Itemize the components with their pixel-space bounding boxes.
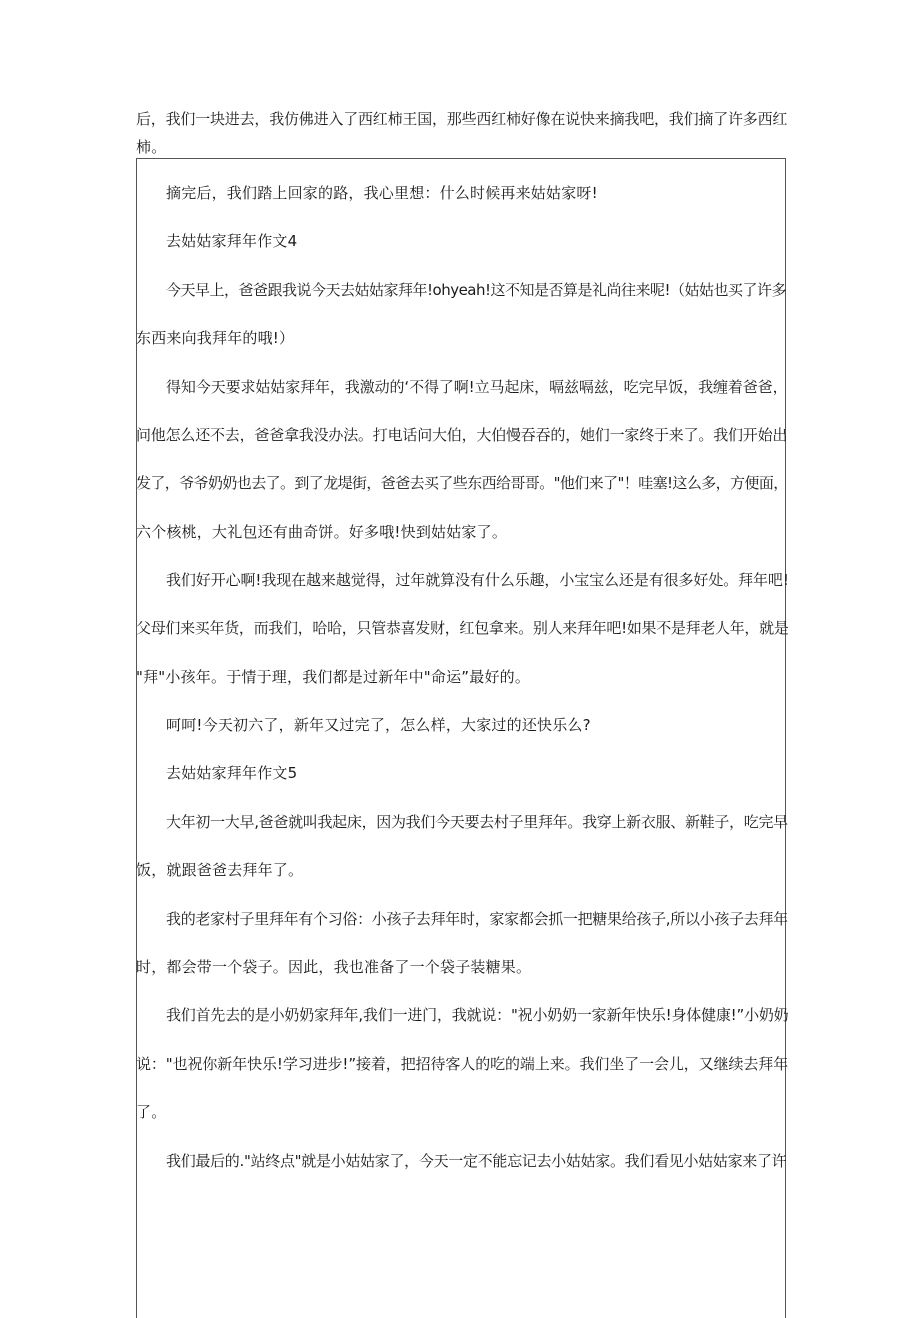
text-line: 父母们来买年货，而我们，哈哈，只管恭喜发财，红包拿来。别人来拜年吧!如果不是拜老人年，就是 [136, 619, 789, 637]
text-line: "拜"小孩年。于情于理，我们都是过新年中"命运”最好的。 [136, 668, 531, 686]
section-heading: 去姑姑家拜年作文5 [166, 764, 298, 782]
text-line: 呵呵!今天初六了，新年又过完了，怎么样，大家过的还快乐么? [166, 716, 591, 734]
text-line: 了。 [136, 1103, 167, 1121]
text-line: 时，都会带一个袋子。因此，我也准备了一个袋子装糖果。 [136, 958, 532, 976]
text-line: 柿。 [136, 138, 167, 156]
text-line: 东西来向我拜年的哦!） [136, 329, 295, 347]
section-heading: 去姑姑家拜年作文4 [166, 232, 298, 250]
text-line: 后，我们一块进去，我仿佛进入了西红柿王国，那些西红柿好像在说快来摘我吧，我们摘了许多西红 [136, 110, 788, 128]
text-line: 饭，就跟爸爸去拜年了。 [136, 861, 304, 879]
text-line: 我们好开心啊!我现在越来越觉得，过年就算没有什么乐趣，小宝宝么还是有很多好处。拜年吧! [166, 571, 789, 589]
text-line: 我们最后的."站终点"就是小姑姑家了，今天一定不能忘记去小姑姑家。我们看见小姑姑家来了许 [166, 1152, 787, 1170]
text-line: 得知今天要求姑姑家拜年，我激动的‘不得了啊!立马起床，嗝兹嗝兹，吃完早饭，我缠着爸爸， [166, 378, 788, 396]
text-line: 问他怎么还不去，爸爸拿我没办法。打电话问大伯，大伯慢吞吞的，她们一家终于来了。我们开始出 [136, 426, 788, 444]
text-line: 大年初一大早,爸爸就叫我起床，因为我们今天要去村子里拜年。我穿上新衣服、新鞋子，吃完早 [166, 813, 788, 831]
text-line: 发了，爷爷奶奶也去了。到了龙堤街，爸爸去买了些东西给哥哥。"他们来了"！哇塞!这么多，方便面， [136, 474, 788, 492]
text-line: 今天早上，爸爸跟我说今天去姑姑家拜年!ohyeah!这不知是否算是礼尚往来呢!（姑姑也买了许多 [166, 281, 787, 299]
text-line: 六个核桃，大礼包还有曲奇饼。好多哦!快到姑姑家了。 [136, 523, 508, 541]
text-line: 我的老家村子里拜年有个习俗：小孩子去拜年时，家家都会抓一把糖果给孩子,所以小孩子去拜年 [166, 910, 788, 928]
text-line: 我们首先去的是小奶奶家拜年,我们一进门，我就说："祝小奶奶一家新年快乐!身体健康!”小奶奶 [166, 1006, 789, 1024]
text-line: 摘完后，我们踏上回家的路，我心里想：什么时候再来姑姑家呀! [166, 184, 598, 202]
text-line: 说："也祝你新年快乐!学习进步!”接着，把招待客人的吃的端上来。我们坐了一会儿，又继续去拜年 [136, 1055, 789, 1073]
